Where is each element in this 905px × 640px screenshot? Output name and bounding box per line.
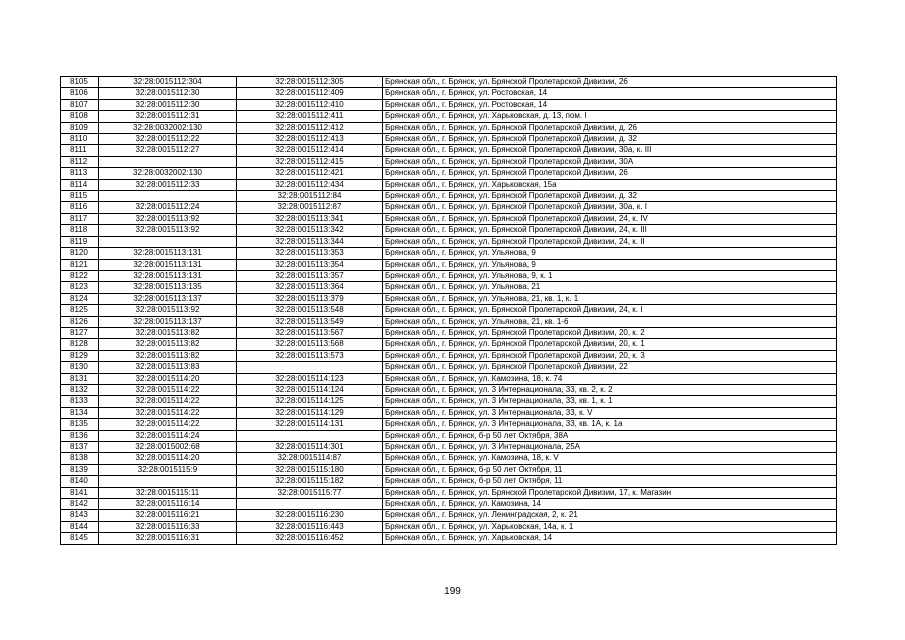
- address-cell: Брянская обл., г. Брянск, ул. Брянской Пролетарской Дивизии, 24, к. II: [383, 236, 837, 247]
- object-number-cell: 32:28:0015113:357: [237, 270, 383, 281]
- table-row: [61, 384, 837, 395]
- parcel-number-cell: 32:28:0015115:9: [99, 464, 237, 475]
- table-row: [61, 419, 837, 430]
- table-row: [61, 373, 837, 384]
- parcel-number-cell: 32:28:0015116:33: [99, 521, 237, 532]
- table-row: [61, 339, 837, 350]
- parcel-number-cell: 32:28:0015114:24: [99, 430, 237, 441]
- table-row: [61, 453, 837, 464]
- table-row: [61, 305, 837, 316]
- object-number-cell: [237, 499, 383, 510]
- table-row: [61, 476, 837, 487]
- object-number-cell: [237, 430, 383, 441]
- object-number-cell: 32:28:0015115:180: [237, 464, 383, 475]
- table-row: [61, 362, 837, 373]
- address-cell: Брянская обл., г. Брянск, ул. Брянской Пролетарской Дивизии, 20, к. 2: [383, 327, 837, 338]
- table-row: [61, 122, 837, 133]
- address-cell: Брянская обл., г. Брянск, ул. Брянской Пролетарской Дивизии, 20, к. 3: [383, 350, 837, 361]
- address-cell: Брянская обл., г. Брянск, ул. Ульянова, 21: [383, 282, 837, 293]
- address-cell: Брянская обл., г. Брянск, б-р 50 лет Октября, 38А: [383, 430, 837, 441]
- row-number-cell: 8108: [61, 111, 99, 122]
- parcel-number-cell: 32:28:0015113:131: [99, 259, 237, 270]
- row-number-cell: 8127: [61, 327, 99, 338]
- parcel-number-cell: 32:28:0015113:83: [99, 362, 237, 373]
- row-number-cell: 8112: [61, 156, 99, 167]
- row-number-cell: 8134: [61, 407, 99, 418]
- parcel-number-cell: 32:28:0015112:304: [99, 77, 237, 88]
- address-cell: Брянская обл., г. Брянск, ул. Брянской Пролетарской Дивизии, 24, к. III: [383, 225, 837, 236]
- row-number-cell: 8123: [61, 282, 99, 293]
- address-cell: Брянская обл., г. Брянск, ул. Камозина, 18, к. V: [383, 453, 837, 464]
- object-number-cell: 32:28:0015113:573: [237, 350, 383, 361]
- address-cell: Брянская обл., г. Брянск, ул. Ульянова, 9: [383, 248, 837, 259]
- table-row: [61, 236, 837, 247]
- row-number-cell: 8126: [61, 316, 99, 327]
- row-number-cell: 8119: [61, 236, 99, 247]
- object-number-cell: 32:28:0015112:410: [237, 99, 383, 110]
- address-cell: Брянская обл., г. Брянск, ул. Брянской Пролетарской Дивизии, 20, к. 1: [383, 339, 837, 350]
- object-number-cell: 32:28:0015116:230: [237, 510, 383, 521]
- address-cell: Брянская обл., г. Брянск, ул. Харьковская, 15а: [383, 179, 837, 190]
- row-number-cell: 8105: [61, 77, 99, 88]
- table-row: [61, 99, 837, 110]
- object-number-cell: 32:28:0015113:344: [237, 236, 383, 247]
- address-cell: Брянская обл., г. Брянск, ул. Ростовская, 14: [383, 88, 837, 99]
- table-row: [61, 270, 837, 281]
- parcel-number-cell: 32:28:0015113:92: [99, 225, 237, 236]
- address-cell: Брянская обл., г. Брянск, ул. Брянской Пролетарской Дивизии, 30а, к. III: [383, 145, 837, 156]
- object-number-cell: 32:28:0015113:567: [237, 327, 383, 338]
- object-number-cell: 32:28:0015114:129: [237, 407, 383, 418]
- table-row: [61, 521, 837, 532]
- row-number-cell: 8129: [61, 350, 99, 361]
- object-number-cell: 32:28:0015112:414: [237, 145, 383, 156]
- object-number-cell: 32:28:0015114:301: [237, 442, 383, 453]
- address-cell: Брянская обл., г. Брянск, ул. 3 Интернационала, 33, к. V: [383, 407, 837, 418]
- table-row: [61, 442, 837, 453]
- row-number-cell: 8133: [61, 396, 99, 407]
- table-row: [61, 316, 837, 327]
- parcel-number-cell: [99, 476, 237, 487]
- address-cell: Брянская обл., г. Брянск, ул. 3 Интернационала, 25А: [383, 442, 837, 453]
- row-number-cell: 8117: [61, 213, 99, 224]
- object-number-cell: 32:28:0015113:379: [237, 293, 383, 304]
- row-number-cell: 8142: [61, 499, 99, 510]
- table-row: [61, 327, 837, 338]
- row-number-cell: 8128: [61, 339, 99, 350]
- address-cell: Брянская обл., г. Брянск, ул. Брянской Пролетарской Дивизии, 17, к. Магазин: [383, 487, 837, 498]
- row-number-cell: 8143: [61, 510, 99, 521]
- table-row: [61, 350, 837, 361]
- address-cell: Брянская обл., г. Брянск, ул. 3 Интернационала, 33, кв. 2, к. 2: [383, 384, 837, 395]
- parcel-number-cell: 32:28:0015114:22: [99, 407, 237, 418]
- parcel-number-cell: 32:28:0015115:11: [99, 487, 237, 498]
- object-number-cell: 32:28:0015112:421: [237, 168, 383, 179]
- table-row: [61, 213, 837, 224]
- address-cell: Брянская обл., г. Брянск, ул. 3 Интернационала, 33, кв. 1А, к. 1а: [383, 419, 837, 430]
- row-number-cell: 8139: [61, 464, 99, 475]
- row-number-cell: 8122: [61, 270, 99, 281]
- parcel-number-cell: 32:28:0032002:130: [99, 168, 237, 179]
- address-cell: Брянская обл., г. Брянск, ул. Харьковская, 14: [383, 533, 837, 544]
- parcel-number-cell: 32:28:0015113:131: [99, 270, 237, 281]
- table-body: [61, 77, 837, 545]
- parcel-number-cell: 32:28:0015002:68: [99, 442, 237, 453]
- table-row: [61, 191, 837, 202]
- object-number-cell: 32:28:0015113:354: [237, 259, 383, 270]
- row-number-cell: 8114: [61, 179, 99, 190]
- address-cell: Брянская обл., г. Брянск, ул. Ульянова, 9: [383, 259, 837, 270]
- table-row: [61, 259, 837, 270]
- parcel-number-cell: 32:28:0032002:130: [99, 122, 237, 133]
- address-cell: Брянская обл., г. Брянск, ул. Харьковская, 14а, к. 1: [383, 521, 837, 532]
- address-cell: Брянская обл., г. Брянск, ул. Ленинградская, 2, к. 21: [383, 510, 837, 521]
- row-number-cell: 8118: [61, 225, 99, 236]
- table-row: [61, 396, 837, 407]
- object-number-cell: 32:28:0015112:413: [237, 134, 383, 145]
- parcel-number-cell: [99, 191, 237, 202]
- address-cell: Брянская обл., г. Брянск, ул. Брянской Пролетарской Дивизии, д. 32: [383, 134, 837, 145]
- page-number: 199: [444, 586, 461, 597]
- row-number-cell: 8115: [61, 191, 99, 202]
- parcel-number-cell: 32:28:0015113:82: [99, 350, 237, 361]
- table-row: [61, 225, 837, 236]
- parcel-number-cell: 32:28:0015113:92: [99, 213, 237, 224]
- row-number-cell: 8141: [61, 487, 99, 498]
- address-cell: Брянская обл., г. Брянск, ул. Ульянова, 21, кв. 1, к. 1: [383, 293, 837, 304]
- table-row: [61, 168, 837, 179]
- address-cell: Брянская обл., г. Брянск, ул. Брянской Пролетарской Дивизии, 26: [383, 168, 837, 179]
- address-cell: Брянская обл., г. Брянск, ул. Ульянова, 9, к. 1: [383, 270, 837, 281]
- table-row: [61, 510, 837, 521]
- parcel-number-cell: 32:28:0015114:20: [99, 453, 237, 464]
- row-number-cell: 8132: [61, 384, 99, 395]
- object-number-cell: 32:28:0015112:411: [237, 111, 383, 122]
- address-cell: Брянская обл., г. Брянск, ул. Брянской Пролетарской Дивизии, д. 32: [383, 191, 837, 202]
- parcel-number-cell: 32:28:0015112:30: [99, 99, 237, 110]
- address-cell: Брянская обл., г. Брянск, ул. Камозина, 18, к. 74: [383, 373, 837, 384]
- address-cell: Брянская обл., г. Брянск, ул. Камозина, 14: [383, 499, 837, 510]
- parcel-number-cell: 32:28:0015112:33: [99, 179, 237, 190]
- table-row: [61, 499, 837, 510]
- object-number-cell: 32:28:0015115:77: [237, 487, 383, 498]
- object-number-cell: 32:28:0015113:341: [237, 213, 383, 224]
- address-cell: Брянская обл., г. Брянск, ул. Ростовская, 14: [383, 99, 837, 110]
- object-number-cell: 32:28:0015113:353: [237, 248, 383, 259]
- row-number-cell: 8120: [61, 248, 99, 259]
- parcel-number-cell: 32:28:0015112:22: [99, 134, 237, 145]
- address-cell: Брянская обл., г. Брянск, б-р 50 лет Октября, 11: [383, 476, 837, 487]
- address-cell: Брянская обл., г. Брянск, ул. Брянской Пролетарской Дивизии, д. 26: [383, 122, 837, 133]
- object-number-cell: 32:28:0015114:131: [237, 419, 383, 430]
- table-row: [61, 407, 837, 418]
- parcel-number-cell: 32:28:0015113:82: [99, 339, 237, 350]
- row-number-cell: 8109: [61, 122, 99, 133]
- parcel-number-cell: 32:28:0015116:31: [99, 533, 237, 544]
- table-row: [61, 77, 837, 88]
- row-number-cell: 8145: [61, 533, 99, 544]
- object-number-cell: 32:28:0015112:434: [237, 179, 383, 190]
- table-row: [61, 134, 837, 145]
- table-row: [61, 464, 837, 475]
- table-row: [61, 179, 837, 190]
- row-number-cell: 8111: [61, 145, 99, 156]
- object-number-cell: 32:28:0015113:568: [237, 339, 383, 350]
- row-number-cell: 8113: [61, 168, 99, 179]
- table-row: [61, 293, 837, 304]
- parcel-number-cell: 32:28:0015113:82: [99, 327, 237, 338]
- parcel-number-cell: 32:28:0015112:30: [99, 88, 237, 99]
- object-number-cell: 32:28:0015112:415: [237, 156, 383, 167]
- row-number-cell: 8131: [61, 373, 99, 384]
- table-row: [61, 282, 837, 293]
- parcel-number-cell: 32:28:0015112:27: [99, 145, 237, 156]
- table-row: [61, 111, 837, 122]
- parcel-number-cell: 32:28:0015113:137: [99, 316, 237, 327]
- object-number-cell: 32:28:0015112:412: [237, 122, 383, 133]
- address-cell: Брянская обл., г. Брянск, б-р 50 лет Октября, 11: [383, 464, 837, 475]
- row-number-cell: 8116: [61, 202, 99, 213]
- row-number-cell: 8106: [61, 88, 99, 99]
- row-number-cell: 8130: [61, 362, 99, 373]
- parcel-number-cell: 32:28:0015113:137: [99, 293, 237, 304]
- address-cell: Брянская обл., г. Брянск, ул. Ульянова, 21, кв. 1-6: [383, 316, 837, 327]
- address-cell: Брянская обл., г. Брянск, ул. Брянской Пролетарской Дивизии, 30А: [383, 156, 837, 167]
- row-number-cell: 8121: [61, 259, 99, 270]
- object-number-cell: 32:28:0015113:364: [237, 282, 383, 293]
- parcel-number-cell: 32:28:0015114:22: [99, 419, 237, 430]
- row-number-cell: 8124: [61, 293, 99, 304]
- object-number-cell: 32:28:0015113:549: [237, 316, 383, 327]
- object-number-cell: 32:28:0015112:84: [237, 191, 383, 202]
- address-cell: Брянская обл., г. Брянск, ул. Брянской Пролетарской Дивизии, 26: [383, 77, 837, 88]
- parcel-number-cell: 32:28:0015114:22: [99, 384, 237, 395]
- row-number-cell: 8138: [61, 453, 99, 464]
- object-number-cell: 32:28:0015113:342: [237, 225, 383, 236]
- address-cell: Брянская обл., г. Брянск, ул. 3 Интернационала, 33, кв. 1, к. 1: [383, 396, 837, 407]
- parcel-number-cell: [99, 236, 237, 247]
- parcel-number-cell: 32:28:0015112:31: [99, 111, 237, 122]
- table-row: [61, 430, 837, 441]
- object-number-cell: 32:28:0015114:124: [237, 384, 383, 395]
- parcel-number-cell: 32:28:0015113:135: [99, 282, 237, 293]
- parcel-number-cell: 32:28:0015116:21: [99, 510, 237, 521]
- parcel-number-cell: 32:28:0015114:20: [99, 373, 237, 384]
- row-number-cell: 8137: [61, 442, 99, 453]
- cadastral-table: [60, 76, 837, 545]
- parcel-number-cell: 32:28:0015114:22: [99, 396, 237, 407]
- object-number-cell: 32:28:0015114:125: [237, 396, 383, 407]
- table-row: [61, 533, 837, 544]
- object-number-cell: 32:28:0015112:87: [237, 202, 383, 213]
- parcel-number-cell: 32:28:0015113:92: [99, 305, 237, 316]
- parcel-number-cell: 32:28:0015113:131: [99, 248, 237, 259]
- object-number-cell: [237, 362, 383, 373]
- table-row: [61, 88, 837, 99]
- table-row: [61, 248, 837, 259]
- row-number-cell: 8136: [61, 430, 99, 441]
- row-number-cell: 8107: [61, 99, 99, 110]
- address-cell: Брянская обл., г. Брянск, ул. Брянской Пролетарской Дивизии, 30а, к. I: [383, 202, 837, 213]
- row-number-cell: 8135: [61, 419, 99, 430]
- table-row: [61, 202, 837, 213]
- row-number-cell: 8110: [61, 134, 99, 145]
- address-cell: Брянская обл., г. Брянск, ул. Брянской Пролетарской Дивизии, 22: [383, 362, 837, 373]
- row-number-cell: 8144: [61, 521, 99, 532]
- address-cell: Брянская обл., г. Брянск, ул. Харьковская, д. 13, пом. I: [383, 111, 837, 122]
- object-number-cell: 32:28:0015114:123: [237, 373, 383, 384]
- object-number-cell: 32:28:0015115:182: [237, 476, 383, 487]
- parcel-number-cell: 32:28:0015116:14: [99, 499, 237, 510]
- row-number-cell: 8140: [61, 476, 99, 487]
- object-number-cell: 32:28:0015116:452: [237, 533, 383, 544]
- object-number-cell: 32:28:0015113:548: [237, 305, 383, 316]
- object-number-cell: 32:28:0015112:305: [237, 77, 383, 88]
- address-cell: Брянская обл., г. Брянск, ул. Брянской Пролетарской Дивизии, 24, к. I: [383, 305, 837, 316]
- object-number-cell: 32:28:0015116:443: [237, 521, 383, 532]
- row-number-cell: 8125: [61, 305, 99, 316]
- table-row: [61, 145, 837, 156]
- table-row: [61, 156, 837, 167]
- parcel-number-cell: 32:28:0015112:24: [99, 202, 237, 213]
- table-row: [61, 487, 837, 498]
- object-number-cell: 32:28:0015112:409: [237, 88, 383, 99]
- parcel-number-cell: [99, 156, 237, 167]
- object-number-cell: 32:28:0015114:87: [237, 453, 383, 464]
- address-cell: Брянская обл., г. Брянск, ул. Брянской Пролетарской Дивизии, 24, к. IV: [383, 213, 837, 224]
